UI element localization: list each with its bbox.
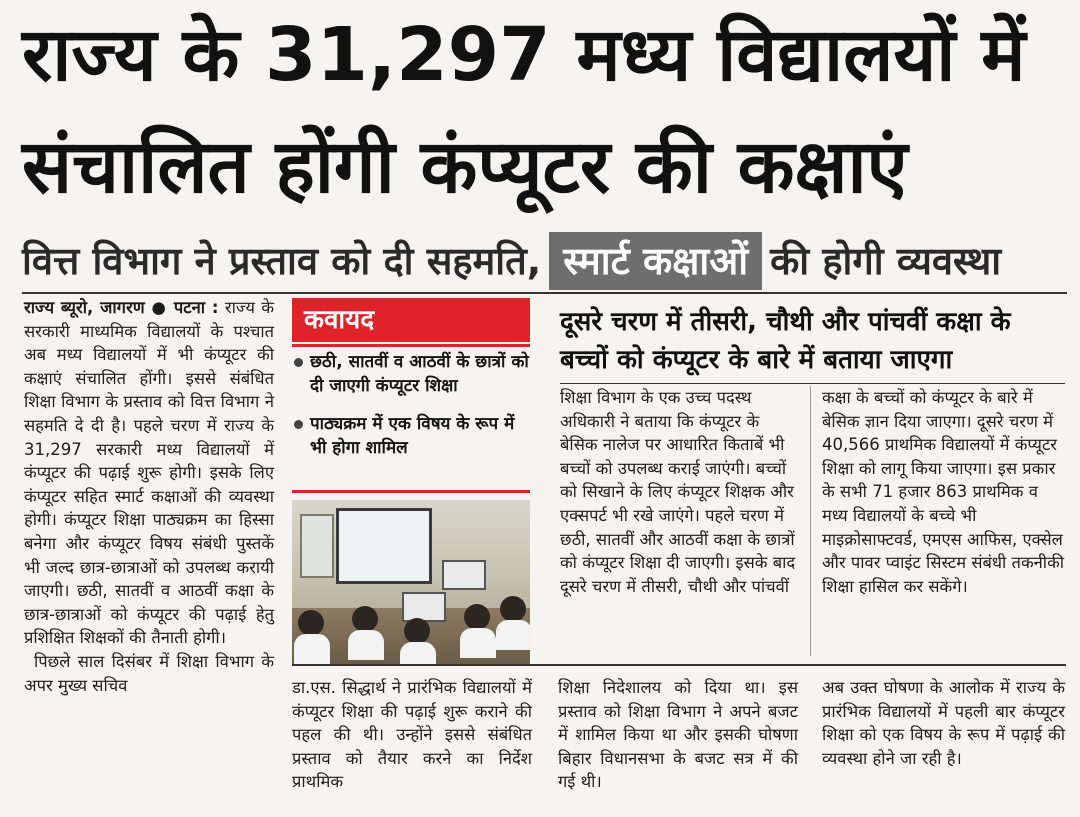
bullet-item: [292, 350, 530, 398]
photo-board: [300, 514, 334, 578]
bullet-text: पाठ्यक्रम में एक विषय के रूप में भी होगा शामिल: [310, 414, 515, 458]
subheadline-highlight: स्मार्ट कक्षाओं: [549, 232, 762, 290]
photo-student: [404, 618, 430, 644]
photo-student: [500, 596, 526, 622]
box-bullets: [292, 350, 530, 474]
photo-student-shirt: [460, 628, 496, 658]
box-divider: [292, 344, 530, 347]
section-heading: दूसरे चरण में तीसरी, चौथी और पांचवीं कक्षा के बच्चों को कंप्यूटर के बारे में बताया जाएगा: [560, 307, 1011, 375]
box-title: कवायद: [292, 298, 530, 342]
column-divider: [810, 386, 811, 656]
article-column-a: शिक्षा विभाग के एक उच्च पदस्थ अधिकारी ने बताया कि कंप्यूटर के बेसिक नालेज पर आधारित किताबें भी बच्चों को उपलब्ध कराई जाएंगी। बच्चों को सिखाने के लिए कंप्यूटर शिक्षक और एक्सपर्ट भी रखे जाएंगे। पहले चरण में छठी, सातवीं और आठवीं कक्षा के छात्रों को कंप्यूटर शिक्षा दी जाएगी। इसके बाद दूसरे चरण में तीसरी, चौथी और पांचवीं: [560, 388, 796, 596]
article-paragraph-2: पिछले साल दिसंबर में शिक्षा विभाग के अपर मुख्य सचिव: [24, 651, 274, 695]
byline: राज्य ब्यूरो, जागरण ● पटना :: [24, 298, 219, 317]
article-column-2: डा.एस. सिद्धार्थ ने प्रारंभिक विद्यालयों में कंप्यूटर शिक्षा की पढ़ाई शुरू कराने की पहल की थी। उन्होंने इससे संबंधित प्रस्ताव को तैयार करने का निर्देश प्राथमिक: [292, 678, 532, 792]
photo-student-shirt: [294, 634, 330, 664]
bullet-icon: [294, 358, 303, 367]
subheadline-rule: [22, 292, 1067, 294]
photo-computer: [442, 560, 486, 590]
classroom-photo: [292, 500, 530, 665]
article-paragraph-1: राज्य के सरकारी माध्यमिक विद्यालयों के पश्चात अब मध्य विद्यालयों में भी कंप्यूटर की कक्षाएं संचालित होंगी। इससे संबंधित शिक्षा विभाग के प्रस्ताव को वित्त विभाग ने सहमति दे दी है। पहले चरण में राज्य के 31,297 सरकारी मध्य विद्यालयों में कंप्यूटर की पढ़ाई शुरू होगी। इसके लिए कंप्यूटर सहित स्मार्ट कक्षाओं की व्यवस्था होगी। कंप्यूटर शिक्षा पाठ्यक्रम का हिस्सा बनेगा और कंप्यूटर विषय संबंधी पुस्तकें भी जल्द छात्र-छात्राओं को उपलब्ध करायी जाएगी। छठी, सातवीं व आठवीं कक्षा के छात्र-छात्राओं को कंप्यूटर की पढ़ाई हेतु प्रशिक्षित शिक्षकों की तैनाती होगी।: [24, 298, 274, 648]
article-column-b: कक्षा के बच्चों को कंप्यूटर के बारे में बेसिक ज्ञान दिया जाएगा। दूसरे चरण में 40,566 प्राथमिक विद्यालयों में कंप्यूटर शिक्षा को लागू किया जाएगा। इस प्रकार के सभी 71 हजार 863 प्राथमिक व मध्य विद्यालयों के बच्चे भी माइक्रोसाफ्टवर्ड, एमएस आफिस, एक्सेल और पावर प्वाइंट सिस्टम संबंधी तकनीकी शिक्षा हासिल कर सकेंगे।: [822, 388, 1065, 596]
photo-student: [464, 604, 490, 630]
section-rule: [560, 383, 1065, 384]
photo-student: [298, 610, 324, 636]
subheadline-text: वित्त विभाग ने प्रस्ताव को दी सहमति,: [22, 239, 542, 283]
headline-line-2: संचालित होंगी कंप्यूटर की कक्षाएं: [22, 124, 908, 210]
photo-computer: [402, 592, 446, 622]
subheadline: [22, 232, 1072, 290]
photo-screen: [336, 508, 432, 584]
bullet-item: [292, 412, 530, 460]
box-bottom-divider: [292, 490, 530, 493]
article-column-1: [24, 296, 274, 697]
photo-student-shirt: [400, 642, 436, 665]
bottom-rule: [292, 664, 1066, 666]
headline-line-1: राज्य के 31,297 मध्य विद्यालयों में: [22, 12, 1026, 98]
article-column-3: शिक्षा निदेशालय को दिया था। इस प्रस्ताव को शिक्षा विभाग ने अपने बजट में शामिल किया था और इसकी घोषणा बिहार विधानसभा के बजट सत्र में की गई थी।: [558, 678, 798, 792]
bullet-text: छठी, सातवीं व आठवीं के छात्रों को दी जाएगी कंप्यूटर शिक्षा: [310, 352, 529, 396]
subheadline-tail: की होगी व्यवस्था: [770, 239, 1002, 283]
photo-student: [352, 606, 378, 632]
photo-student-shirt: [496, 620, 530, 650]
photo-student-shirt: [348, 630, 384, 660]
article-column-4: अब उक्त घोषणा के आलोक में राज्य के प्रारंभिक विद्यालयों में पहली बार कंप्यूटर शिक्षा को एक विषय के रूप में पढ़ाई की व्यवस्था होने जा रही है।: [822, 678, 1065, 768]
bullet-icon: [294, 420, 303, 429]
